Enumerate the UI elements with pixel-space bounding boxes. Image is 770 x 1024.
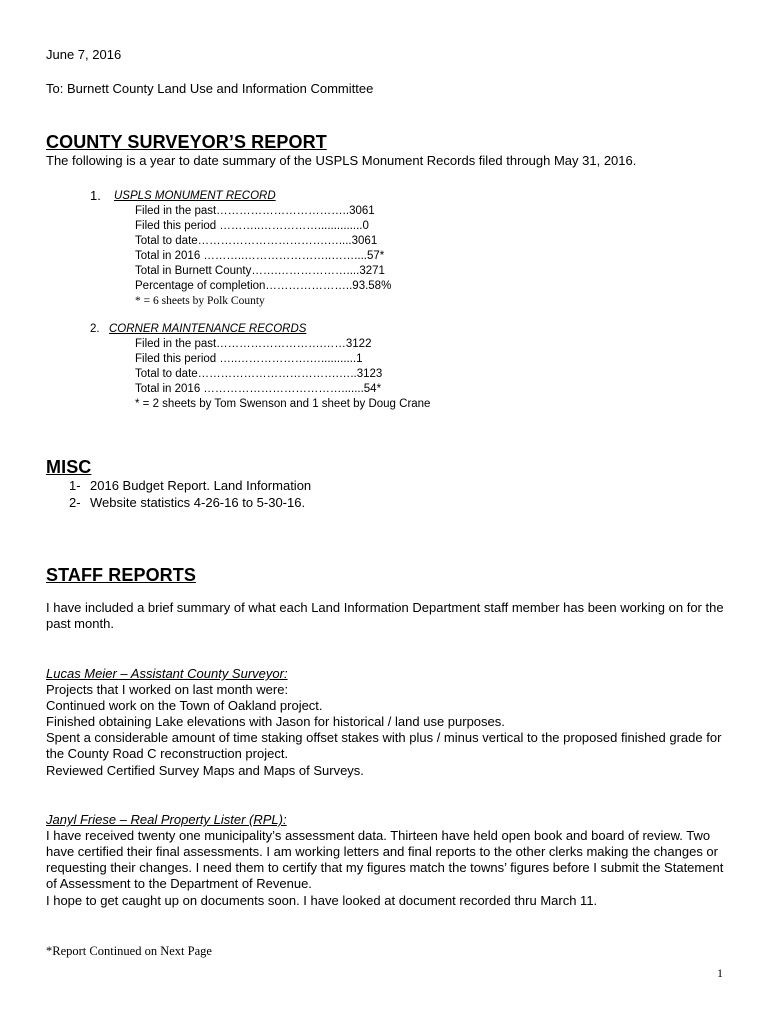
surveyor-report-heading: COUNTY SURVEYOR’S REPORT (46, 132, 327, 152)
recipient-line: To: Burnett County Land Use and Information Committee (46, 81, 374, 96)
section-2-line: * = 2 sheets by Tom Swenson and 1 sheet by Doug Crane (135, 398, 431, 410)
section-1-line: Filed this period ………..……………..............0 (135, 220, 369, 232)
misc-item-number: 2- (69, 495, 81, 510)
section-1-line: Total in 2016 ………..…………………..……....57* (135, 250, 385, 262)
continued-note: *Report Continued on Next Page (46, 944, 212, 958)
staff-member-name: Lucas Meier – Assistant County Surveyor: (46, 666, 288, 681)
section-1-line: Total in Burnett County…….………………....3271 (135, 265, 385, 277)
section-1-line: Total to date…………………………….…....3061 (135, 235, 378, 247)
section-2-line: Filed in the past……………………….……3122 (135, 338, 372, 350)
section-2-number: 2. (90, 323, 100, 335)
report-date: June 7, 2016 (46, 47, 122, 62)
staff-reports-heading: STAFF REPORTS (46, 565, 196, 585)
misc-item-text: Website statistics 4-26-16 to 5-30-16. (90, 495, 306, 510)
section-2-title: CORNER MAINTENANCE RECORDS (109, 323, 307, 335)
staff-paragraph: Continued work on the Town of Oakland project. (46, 698, 323, 713)
staff-paragraph: Reviewed Certified Survey Maps and Maps of Surveys. (46, 763, 364, 778)
surveyor-intro: The following is a year to date summary of the USPLS Monument Records filed through May 31, 2016. (46, 153, 637, 168)
section-1-number: 1. (90, 188, 101, 203)
staff-paragraph: Projects that I worked on last month were: (46, 682, 289, 697)
section-1-line: Filed in the past……………………………..3061 (135, 205, 375, 217)
staff-paragraph: Spent a considerable amount of time staking offset stakes with plus / minus vertical to the proposed finished grade for the County Road C reconstruction project. (46, 730, 722, 761)
section-1-note: * = 6 sheets by Polk County (135, 295, 265, 307)
section-2-line: Total in 2016 ……………………………….......54* (135, 383, 382, 395)
misc-item-text: 2016 Budget Report. Land Information (90, 478, 312, 493)
staff-paragraph: I hope to get caught up on documents soon. I have looked at document recorded thru March 11. (46, 893, 598, 908)
staff-member-name: Janyl Friese – Real Property Lister (RPL): (46, 812, 287, 827)
section-2-line: Total to date……………………………….…..3123 (135, 368, 383, 380)
staff-intro: I have included a brief summary of what each Land Information Department staff member has been working on for the past month. (46, 600, 724, 631)
staff-paragraph: Finished obtaining Lake elevations with Jason for historical / land use purposes. (46, 714, 505, 729)
section-1-title: USPLS MONUMENT RECORD (114, 190, 276, 202)
misc-heading: MISC (46, 457, 92, 477)
staff-paragraph: I have received twenty one municipality’s assessment data. Thirteen have held open book and board of review. Two have certified their final assessments. I am working letters and final reports to the other clerks making the changes or requesting their changes. I need them to certify that my figures match the towns’ figures before I submit the Statement of Assessment to the Department of Revenue. (46, 828, 724, 891)
misc-item-number: 1- (69, 478, 81, 493)
page-number: 1 (717, 966, 723, 980)
section-2-line: Filed this period …..……………….…...........1 (135, 353, 363, 365)
section-1-line: Percentage of completion…………………..93.58% (135, 280, 392, 292)
